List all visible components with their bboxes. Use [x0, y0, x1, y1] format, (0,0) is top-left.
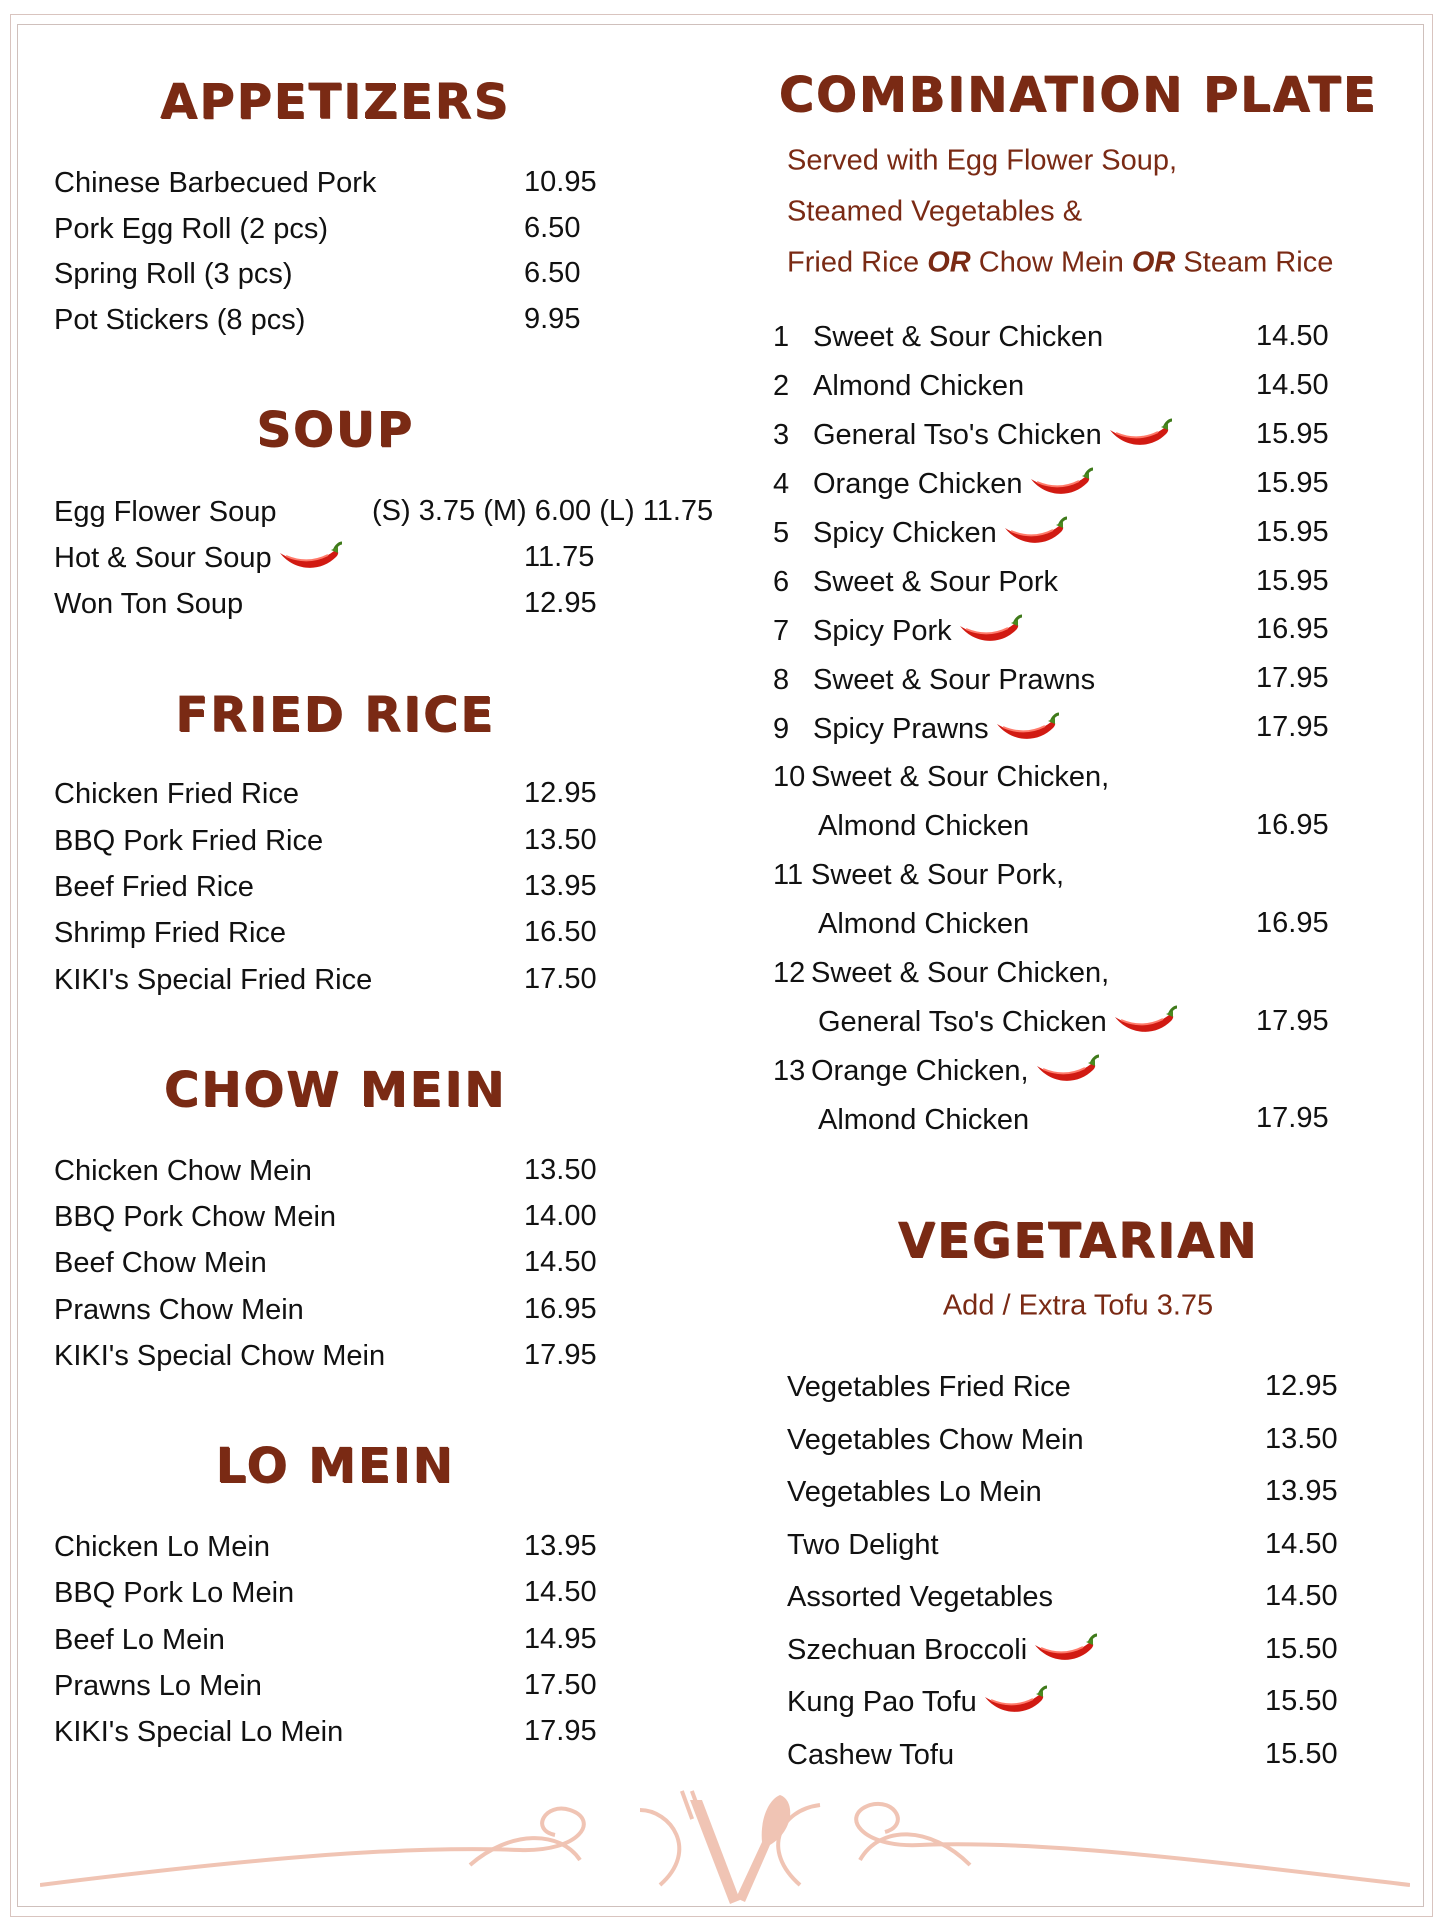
- combo-number: 13: [773, 1054, 806, 1087]
- combo-number: 10: [773, 761, 806, 794]
- vegetarian-item: [787, 1366, 1071, 1406]
- vegetarian-item: [787, 1471, 1042, 1511]
- item-price: 16.50: [524, 916, 597, 948]
- vegetarian-item: [787, 1419, 1084, 1459]
- item-price: 15.50: [1265, 1632, 1338, 1665]
- item-price: 17.95: [524, 1715, 597, 1747]
- combo-number: 2: [773, 370, 790, 403]
- combo-item-line: [773, 609, 1022, 649]
- item-price: 14.00: [524, 1200, 597, 1232]
- combo-item-name: Spicy Pork: [813, 614, 952, 647]
- menu-item: [54, 1619, 225, 1659]
- vegetarian-item: [787, 1734, 954, 1774]
- menu-item: [54, 299, 305, 339]
- item-price: 12.95: [524, 777, 597, 809]
- soup-heading: SOUP: [256, 402, 414, 458]
- item-name: Prawns Chow Mein: [54, 1294, 304, 1327]
- vegetarian-item: [787, 1524, 939, 1564]
- item-name: Pot Stickers (8 pcs): [54, 304, 306, 337]
- item-name: KIKI's Special Fried Rice: [54, 964, 373, 997]
- combo-price: 16.95: [1256, 906, 1329, 939]
- menu-item: [54, 912, 286, 952]
- served-option-steam-rice: Steam Rice: [1175, 246, 1334, 279]
- item-name: Chicken Chow Mein: [54, 1155, 312, 1188]
- combo-item-line: [773, 414, 1172, 454]
- item-name: Won Ton Soup: [54, 588, 244, 621]
- combo-item-line: [773, 756, 1109, 796]
- combo-item-line: [773, 854, 1064, 894]
- item-name: Spring Roll (3 pcs): [54, 258, 293, 291]
- combo-item-name: Sweet & Sour Chicken,: [811, 957, 1110, 990]
- combo-item-line: [773, 512, 1067, 552]
- item-price: 15.50: [1265, 1737, 1338, 1770]
- combo-number: 12: [773, 957, 806, 990]
- combo-price: 16.95: [1256, 613, 1329, 646]
- chili-pepper-icon: [981, 1685, 1047, 1719]
- chili-pepper-icon: [1111, 1005, 1177, 1039]
- item-name: Vegetables Lo Mein: [787, 1476, 1042, 1509]
- combo-number: 6: [773, 565, 790, 598]
- combination-plate-heading: COMBINATION PLATE: [778, 67, 1378, 123]
- item-name: BBQ Pork Chow Mein: [54, 1201, 337, 1234]
- combo-price: 15.95: [1256, 515, 1329, 548]
- chili-pepper-icon: [956, 614, 1022, 648]
- combo-item-name: Almond Chicken: [818, 1103, 1030, 1136]
- item-name: Kung Pao Tofu: [787, 1686, 977, 1719]
- menu-item: [54, 959, 372, 999]
- vegetarian-item: [787, 1576, 1053, 1616]
- item-price: 12.95: [524, 587, 597, 619]
- combo-number: 8: [773, 663, 790, 696]
- menu-item: [54, 1150, 312, 1190]
- combo-item-line: [818, 903, 1029, 943]
- combo-item-line: [818, 1098, 1029, 1138]
- combo-item-name: Sweet & Sour Prawns: [813, 663, 1096, 696]
- combo-item-line: [773, 316, 1103, 356]
- item-price: 17.50: [524, 1669, 597, 1701]
- vegetarian-item: [787, 1681, 1047, 1721]
- item-name: Beef Chow Mein: [54, 1247, 267, 1280]
- menu-item: [54, 1289, 304, 1329]
- item-price: 14.50: [524, 1576, 597, 1608]
- combo-item-name: General Tso's Chicken: [818, 1005, 1107, 1038]
- combo-price: 15.95: [1256, 466, 1329, 499]
- item-name: Two Delight: [787, 1528, 939, 1561]
- item-price: 14.95: [524, 1623, 597, 1655]
- menu-item: [54, 1711, 343, 1751]
- menu-item: [54, 583, 243, 623]
- item-name: BBQ Pork Fried Rice: [54, 825, 324, 858]
- chili-pepper-icon: [1031, 1633, 1097, 1667]
- combination-served-line2: Steamed Vegetables &: [787, 195, 1083, 228]
- item-price: 14.50: [1265, 1580, 1338, 1612]
- combo-item-name: Sweet & Sour Chicken,: [811, 761, 1110, 794]
- item-name: KIKI's Special Lo Mein: [54, 1716, 344, 1749]
- combo-item-name: Spicy Chicken: [813, 516, 997, 549]
- combo-item-name: General Tso's Chicken: [813, 419, 1102, 452]
- chili-pepper-icon: [1033, 1054, 1099, 1088]
- menu-item: [54, 866, 254, 906]
- item-price: 6.50: [524, 257, 581, 289]
- item-name: KIKI's Special Chow Mein: [54, 1340, 386, 1373]
- combo-price: 17.95: [1256, 1102, 1329, 1135]
- combo-number: 1: [773, 321, 790, 354]
- menu-item: [54, 537, 342, 577]
- menu-item: [54, 1335, 385, 1375]
- item-price: 13.50: [1265, 1422, 1338, 1455]
- item-price: 17.50: [524, 963, 597, 995]
- item-name: BBQ Pork Lo Mein: [54, 1577, 295, 1610]
- combo-number: 4: [773, 468, 790, 501]
- combo-item-name: Spicy Prawns: [813, 712, 989, 745]
- item-name: Shrimp Fried Rice: [54, 917, 287, 950]
- combo-number: 5: [773, 516, 790, 549]
- combo-price: 14.50: [1256, 368, 1329, 401]
- item-name: Hot & Sour Soup: [54, 542, 272, 575]
- item-price: 13.95: [1265, 1475, 1338, 1507]
- item-price: 13.50: [524, 1154, 597, 1186]
- menu-item: [54, 1242, 267, 1282]
- fried-rice-heading: FRIED RICE: [175, 687, 495, 743]
- combo-item-name: Sweet & Sour Pork: [813, 565, 1058, 598]
- item-name: Vegetables Chow Mein: [787, 1423, 1084, 1456]
- menu-item: [54, 1665, 262, 1705]
- combo-number: 9: [773, 712, 790, 745]
- chili-pepper-icon: [1106, 418, 1172, 452]
- combination-served-line1: Served with Egg Flower Soup,: [787, 144, 1178, 177]
- item-name: Chicken Fried Rice: [54, 778, 299, 811]
- item-name: Pork Egg Roll (2 pcs): [54, 213, 328, 246]
- menu-item: [54, 208, 328, 248]
- combo-item-line: [773, 463, 1093, 503]
- combo-item-name: Almond Chicken: [813, 370, 1025, 403]
- chili-pepper-icon: [276, 541, 342, 575]
- item-price: 11.75: [524, 541, 595, 573]
- vegetarian-note: Add / Extra Tofu 3.75: [942, 1289, 1214, 1322]
- item-name: Chicken Lo Mein: [54, 1531, 270, 1564]
- item-price: 14.50: [1265, 1527, 1338, 1560]
- combo-number: 7: [773, 614, 790, 647]
- combo-item-name: Sweet & Sour Pork,: [811, 859, 1065, 892]
- item-price: 13.50: [524, 824, 597, 856]
- menu-item: [54, 1572, 294, 1612]
- fork-knife-ornament: [40, 1790, 1410, 1910]
- item-size-prices: (S) 3.75 (M) 6.00 (L) 11.75: [372, 495, 714, 527]
- item-price: 6.50: [524, 212, 581, 244]
- combo-price: 15.95: [1256, 417, 1329, 450]
- combo-item-line: [818, 1001, 1177, 1041]
- lo-mein-heading: LO MEIN: [215, 1438, 455, 1494]
- or-label: OR: [1131, 246, 1176, 279]
- vegetarian-heading: VEGETARIAN: [897, 1213, 1259, 1269]
- item-price: 13.95: [524, 870, 597, 902]
- served-option-chow-mein: Chow Mein: [970, 246, 1132, 279]
- item-price: 12.95: [1265, 1370, 1338, 1402]
- vegetarian-item: [787, 1629, 1097, 1669]
- menu-item: [54, 1196, 336, 1236]
- chow-mein-heading: CHOW MEIN: [163, 1062, 507, 1118]
- chili-pepper-icon: [993, 712, 1059, 746]
- combo-price: 17.95: [1256, 1004, 1329, 1037]
- combo-price: 17.95: [1256, 711, 1329, 744]
- combo-number: 11: [773, 859, 804, 892]
- combo-item-name: Orange Chicken: [813, 468, 1023, 501]
- item-price: 13.95: [524, 1530, 597, 1562]
- item-name: Prawns Lo Mein: [54, 1670, 262, 1703]
- menu-item: [54, 162, 376, 202]
- combo-item-name: Almond Chicken: [818, 810, 1030, 843]
- combo-number: 3: [773, 419, 790, 452]
- item-name: Egg Flower Soup: [54, 496, 277, 529]
- menu-item: [54, 820, 323, 860]
- combo-item-name: Sweet & Sour Chicken: [813, 321, 1104, 354]
- appetizers-heading: APPETIZERS: [159, 74, 511, 130]
- item-name: Beef Lo Mein: [54, 1624, 225, 1657]
- item-name: Beef Fried Rice: [54, 871, 254, 904]
- combo-price: 16.95: [1256, 809, 1329, 841]
- menu-item: [54, 253, 293, 293]
- menu-item: [54, 491, 276, 531]
- combo-item-line: [773, 707, 1059, 747]
- combo-item-line: [773, 365, 1024, 405]
- menu-item: [54, 1526, 270, 1566]
- combo-item-line: [773, 658, 1095, 698]
- chili-pepper-icon: [1027, 467, 1093, 501]
- item-price: 9.95: [524, 303, 581, 335]
- item-name: Vegetables Fried Rice: [787, 1371, 1071, 1404]
- menu-item: [54, 773, 299, 813]
- chili-pepper-icon: [1001, 516, 1067, 550]
- item-name: Szechuan Broccoli: [787, 1633, 1028, 1666]
- item-price: 16.95: [524, 1293, 597, 1325]
- combo-price: 15.95: [1256, 564, 1329, 597]
- or-label: OR: [927, 246, 971, 279]
- item-price: 14.50: [524, 1246, 597, 1278]
- item-name: Cashew Tofu: [787, 1738, 955, 1771]
- combo-item-name: Almond Chicken: [818, 908, 1030, 941]
- combo-item-line: [773, 1050, 1099, 1090]
- combo-price: 17.95: [1256, 662, 1329, 695]
- served-option-fried-rice: Fried Rice: [787, 246, 928, 279]
- combination-served-line3: [787, 247, 1333, 280]
- combo-item-line: [773, 952, 1109, 992]
- combo-item-name: Orange Chicken,: [811, 1054, 1029, 1087]
- item-name: Chinese Barbecued Pork: [54, 167, 377, 200]
- combo-price: 14.50: [1256, 320, 1329, 352]
- combo-item-line: [773, 561, 1058, 601]
- item-price: 15.50: [1265, 1685, 1338, 1717]
- combo-item-line: [818, 805, 1029, 845]
- item-name: Assorted Vegetables: [787, 1581, 1054, 1614]
- item-price: 10.95: [524, 166, 597, 198]
- item-price: 17.95: [524, 1339, 597, 1371]
